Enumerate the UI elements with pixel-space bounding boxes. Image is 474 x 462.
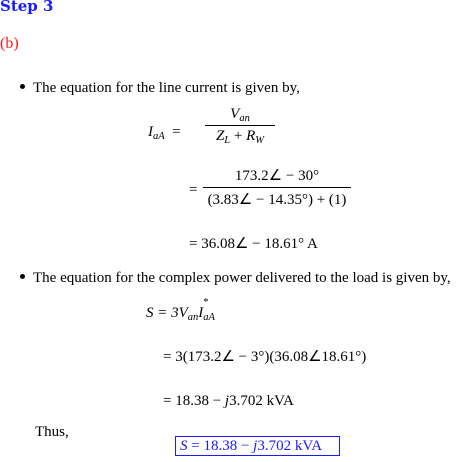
- answer-value: = 18.38 −: [187, 438, 254, 454]
- line-current-fraction-1: [205, 106, 275, 145]
- complex-power-substitution: = 3(173.2∠ − 3°)(36.08∠18.61°): [163, 349, 367, 365]
- bullet-icon: [20, 84, 25, 89]
- current-subscript: aA: [153, 131, 165, 142]
- complex-power-result: = 18.38 − j3.702 kVA: [163, 393, 294, 409]
- step-heading: Step 3: [0, 0, 54, 15]
- complex-power-definition: $S = 3V_{an}I$ * $_{aA}$: [146, 297, 215, 323]
- fraction-2-numerator: 173.2∠ − 30°: [234, 168, 320, 184]
- line-current-intro: [20, 80, 300, 97]
- complex-power-intro-text: The equation for the complex power delivered to the load is given by,: [33, 270, 451, 286]
- fraction-1-bar: [205, 125, 275, 126]
- line-current-fraction-2: [203, 166, 351, 209]
- line-current-result: = 36.08∠ − 18.61° A: [189, 236, 318, 252]
- bullet-icon: [20, 274, 25, 279]
- part-label: (b): [0, 35, 19, 52]
- current-symbol: I: [148, 124, 153, 140]
- final-answer-box: S = 18.38 − j3.702 kVA: [175, 436, 340, 456]
- equals-sign-2: =: [189, 182, 198, 198]
- thus-label: Thus,: [35, 424, 69, 440]
- fraction-2-bar: [203, 187, 351, 188]
- answer-symbol: S: [180, 438, 188, 454]
- line-current-intro-text: The equation for the line current is given by,: [33, 80, 300, 96]
- line-current-lhs: [148, 124, 181, 141]
- fraction-1-denominator: $Z_L + R_W$: [215, 128, 265, 146]
- equals-sign: =: [168, 124, 181, 140]
- complex-power-intro: [20, 270, 451, 287]
- fraction-2-denominator: (3.83∠ − 14.35°) + (1): [207, 192, 347, 208]
- fraction-1-numerator: $V_{an}$: [230, 106, 250, 124]
